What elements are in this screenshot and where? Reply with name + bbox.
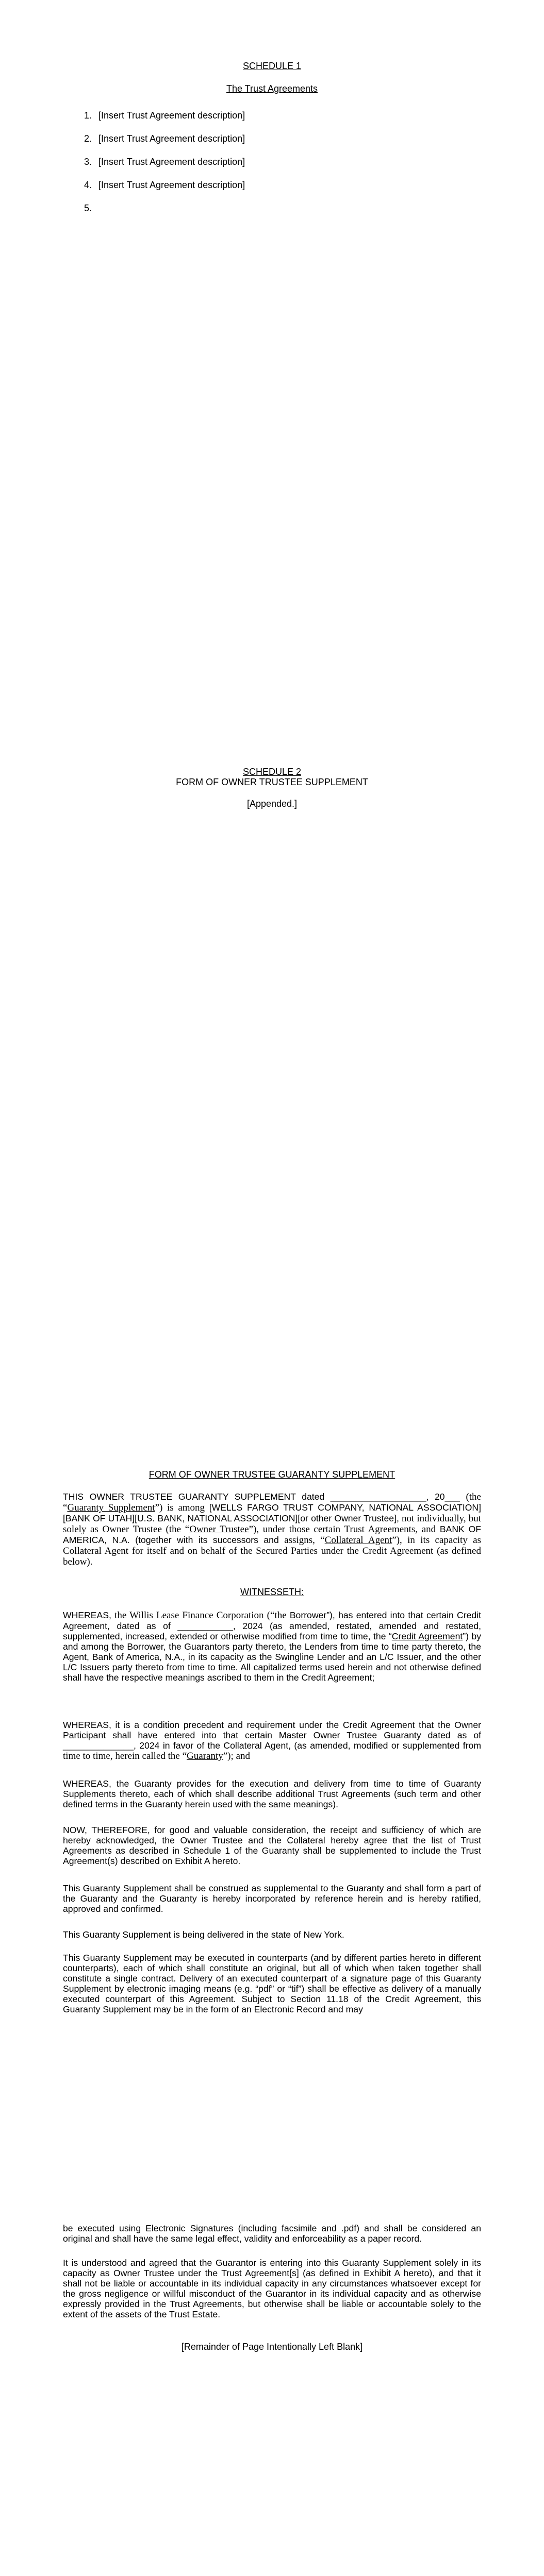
schedule2-appended: [Appended.] (246, 799, 298, 809)
list-item (94, 197, 245, 220)
construed-paragraph: This Guaranty Supplement shall be construed as supplemental to the Guaranty and shall form a part of the Guaranty and the Guaranty is hereby incorporated by reference herein and is hereby ratified, approved and confirmed. (63, 1883, 481, 1914)
intro-text: ”), in its capacity as Collateral Agent for itself and on behalf of the Secured Parties under the Credit Agreement (as defined below). (63, 1535, 481, 1567)
defined-term: Guaranty Supplement (67, 1502, 155, 1513)
intro-text: BANK OF AMERICA, N.A. (together with its successors and (63, 1524, 481, 1545)
paragraph-text: ”) by and among the Borrower, the Guarantors party thereto, the Lenders from time to time party thereto, the Agent, Bank of America, N.A., in its capacity as the Swingline Lender and an L/C Issuer, and the other L/C Issuers party thereto from time to time. All capitalized terms used herein and not otherwise defined shall have the respective meanings ascribed to them in the Credit Agreement; (63, 1631, 482, 1683)
intro-paragraph (63, 1492, 481, 1567)
schedule1-heading: SCHEDULE 1 (242, 61, 302, 71)
paragraph-text: the Willis Lease Finance Corporation (“the (114, 1610, 290, 1621)
defined-term: Credit Agreement (391, 1631, 463, 1641)
list-item: 3. [Insert Trust Agreement description] (94, 150, 245, 174)
paragraph-text: time to time, herein called the “ (63, 1751, 187, 1761)
defined-term: Collateral Agent (324, 1535, 392, 1546)
list-item: 4. [Insert Trust Agreement description] (94, 174, 245, 197)
counterparts-continued-paragraph: be executed using Electronic Signatures (including facsimile and .pdf) and shall be considered an original and shall have the same legal effect, validity and enforceability as a paper record. (63, 2223, 481, 2244)
whereas-supplements-paragraph: WHEREAS, the Guaranty provides for the execution and delivery from time to time of Guaranty Supplements thereto, each of which shall describe additional Trust Agreements (such term and other defined terms in the Guaranty herein used with the same meanings). (63, 1778, 481, 1809)
paragraph-text: WHEREAS, it is a condition precedent and requirement under the Credit Agreement that the Owner Participant shall have entered into that certain Master Owner Trustee Guaranty dated as of ______________, 2024 in favor of the Collateral Agent, (as amended, modified or supplemented from (63, 1720, 481, 1751)
defined-term: Borrower (289, 1610, 327, 1620)
intro-text: ”) is among (155, 1502, 209, 1513)
intro-text: ”), under those certain Trust Agreements, and (249, 1524, 440, 1535)
witnesseth-heading: WITNESSETH: (240, 1587, 304, 1597)
defined-term: Owner Trustee (189, 1524, 249, 1535)
whereas-borrower-paragraph (63, 1610, 481, 1683)
list-item: 2. [Insert Trust Agreement description] (94, 127, 245, 150)
schedule1-title: The Trust Agreements (226, 83, 318, 94)
delivered-paragraph: This Guaranty Supplement is being delivered in the state of New York. (63, 1929, 344, 1940)
intro-text: [WELLS FARGO TRUST COMPANY, NATIONAL ASSOCIATION] [BANK OF UTAH][U.S. BANK, NATIONAL ASSOCIATION][or other Owner Trustee], (63, 1502, 482, 1523)
paragraph-text: ”), has entered into that certain Credit Agreement, dated as of ___________, 2024 (as amended, restated, amended and restated, supplemented, increased, extended or otherwise modified from time to time, the “ (63, 1610, 481, 1641)
remainder-notice: [Remainder of Page Intentionally Left Blank] (181, 2342, 363, 2352)
intro-text: THIS OWNER TRUSTEE GUARANTY SUPPLEMENT dated ___________________, 20___ (63, 1492, 466, 1502)
list-item: 1. [Insert Trust Agreement description] (94, 104, 245, 127)
intro-text: (the “ (63, 1492, 481, 1513)
supplement-title: FORM OF OWNER TRUSTEE GUARANTY SUPPLEMENT (149, 1469, 395, 1480)
schedule2-heading: SCHEDULE 2 (242, 767, 302, 777)
defined-term: Guaranty (187, 1751, 223, 1761)
intro-text: not individually, but solely as Owner Trustee (the “ (63, 1513, 481, 1535)
schedule2-title: FORM OF OWNER TRUSTEE SUPPLEMENT (176, 777, 368, 787)
understood-paragraph: It is understood and agreed that the Guarantor is entering into this Guaranty Supplement solely in its capacity as Owner Trustee under the Trust Agreement[s] (as defined in Exhibit A hereto), and that it shall not be liable or accountable in its individual capacity in any circumstances whatsoever except for the gross negligence or willful misconduct of the Guarantor in its individual capacity and as otherwise expressly provided in the Trust Agreements, but otherwise shall be liable or accountable solely to the extent of the assets of the Trust Estate. (63, 2258, 481, 2319)
counterparts-paragraph: This Guaranty Supplement may be executed in counterparts (and by different parties hereto in different counterparts), each of which shall constitute an original, but all of which when taken together shall constitute a single contract. Delivery of an executed counterpart of a signature page of this Guaranty Supplement by electronic imaging means (e.g. “pdf” or “tif”) shall be effective as delivery of a manually executed counterpart of this Agreement. Subject to Section 11.18 of the Credit Agreement, this Guaranty Supplement may be in the form of an Electronic Record and may (63, 1953, 481, 2014)
whereas-condition-paragraph (63, 1720, 481, 1761)
paragraph-text: WHEREAS, (63, 1610, 115, 1620)
now-therefore-paragraph: NOW, THEREFORE, for good and valuable consideration, the receipt and sufficiency of which are hereby acknowledged, the Owner Trustee and the Collateral hereby agree that the list of Trust Agreements as described in Schedule 1 of the Guaranty shall be supplemented to include the Trust Agreement(s) described on Exhibit A hereto. (63, 1825, 481, 1866)
trust-agreement-list (80, 104, 245, 220)
paragraph-text: ”); and (223, 1751, 250, 1761)
intro-text: assigns, “ (284, 1535, 325, 1546)
